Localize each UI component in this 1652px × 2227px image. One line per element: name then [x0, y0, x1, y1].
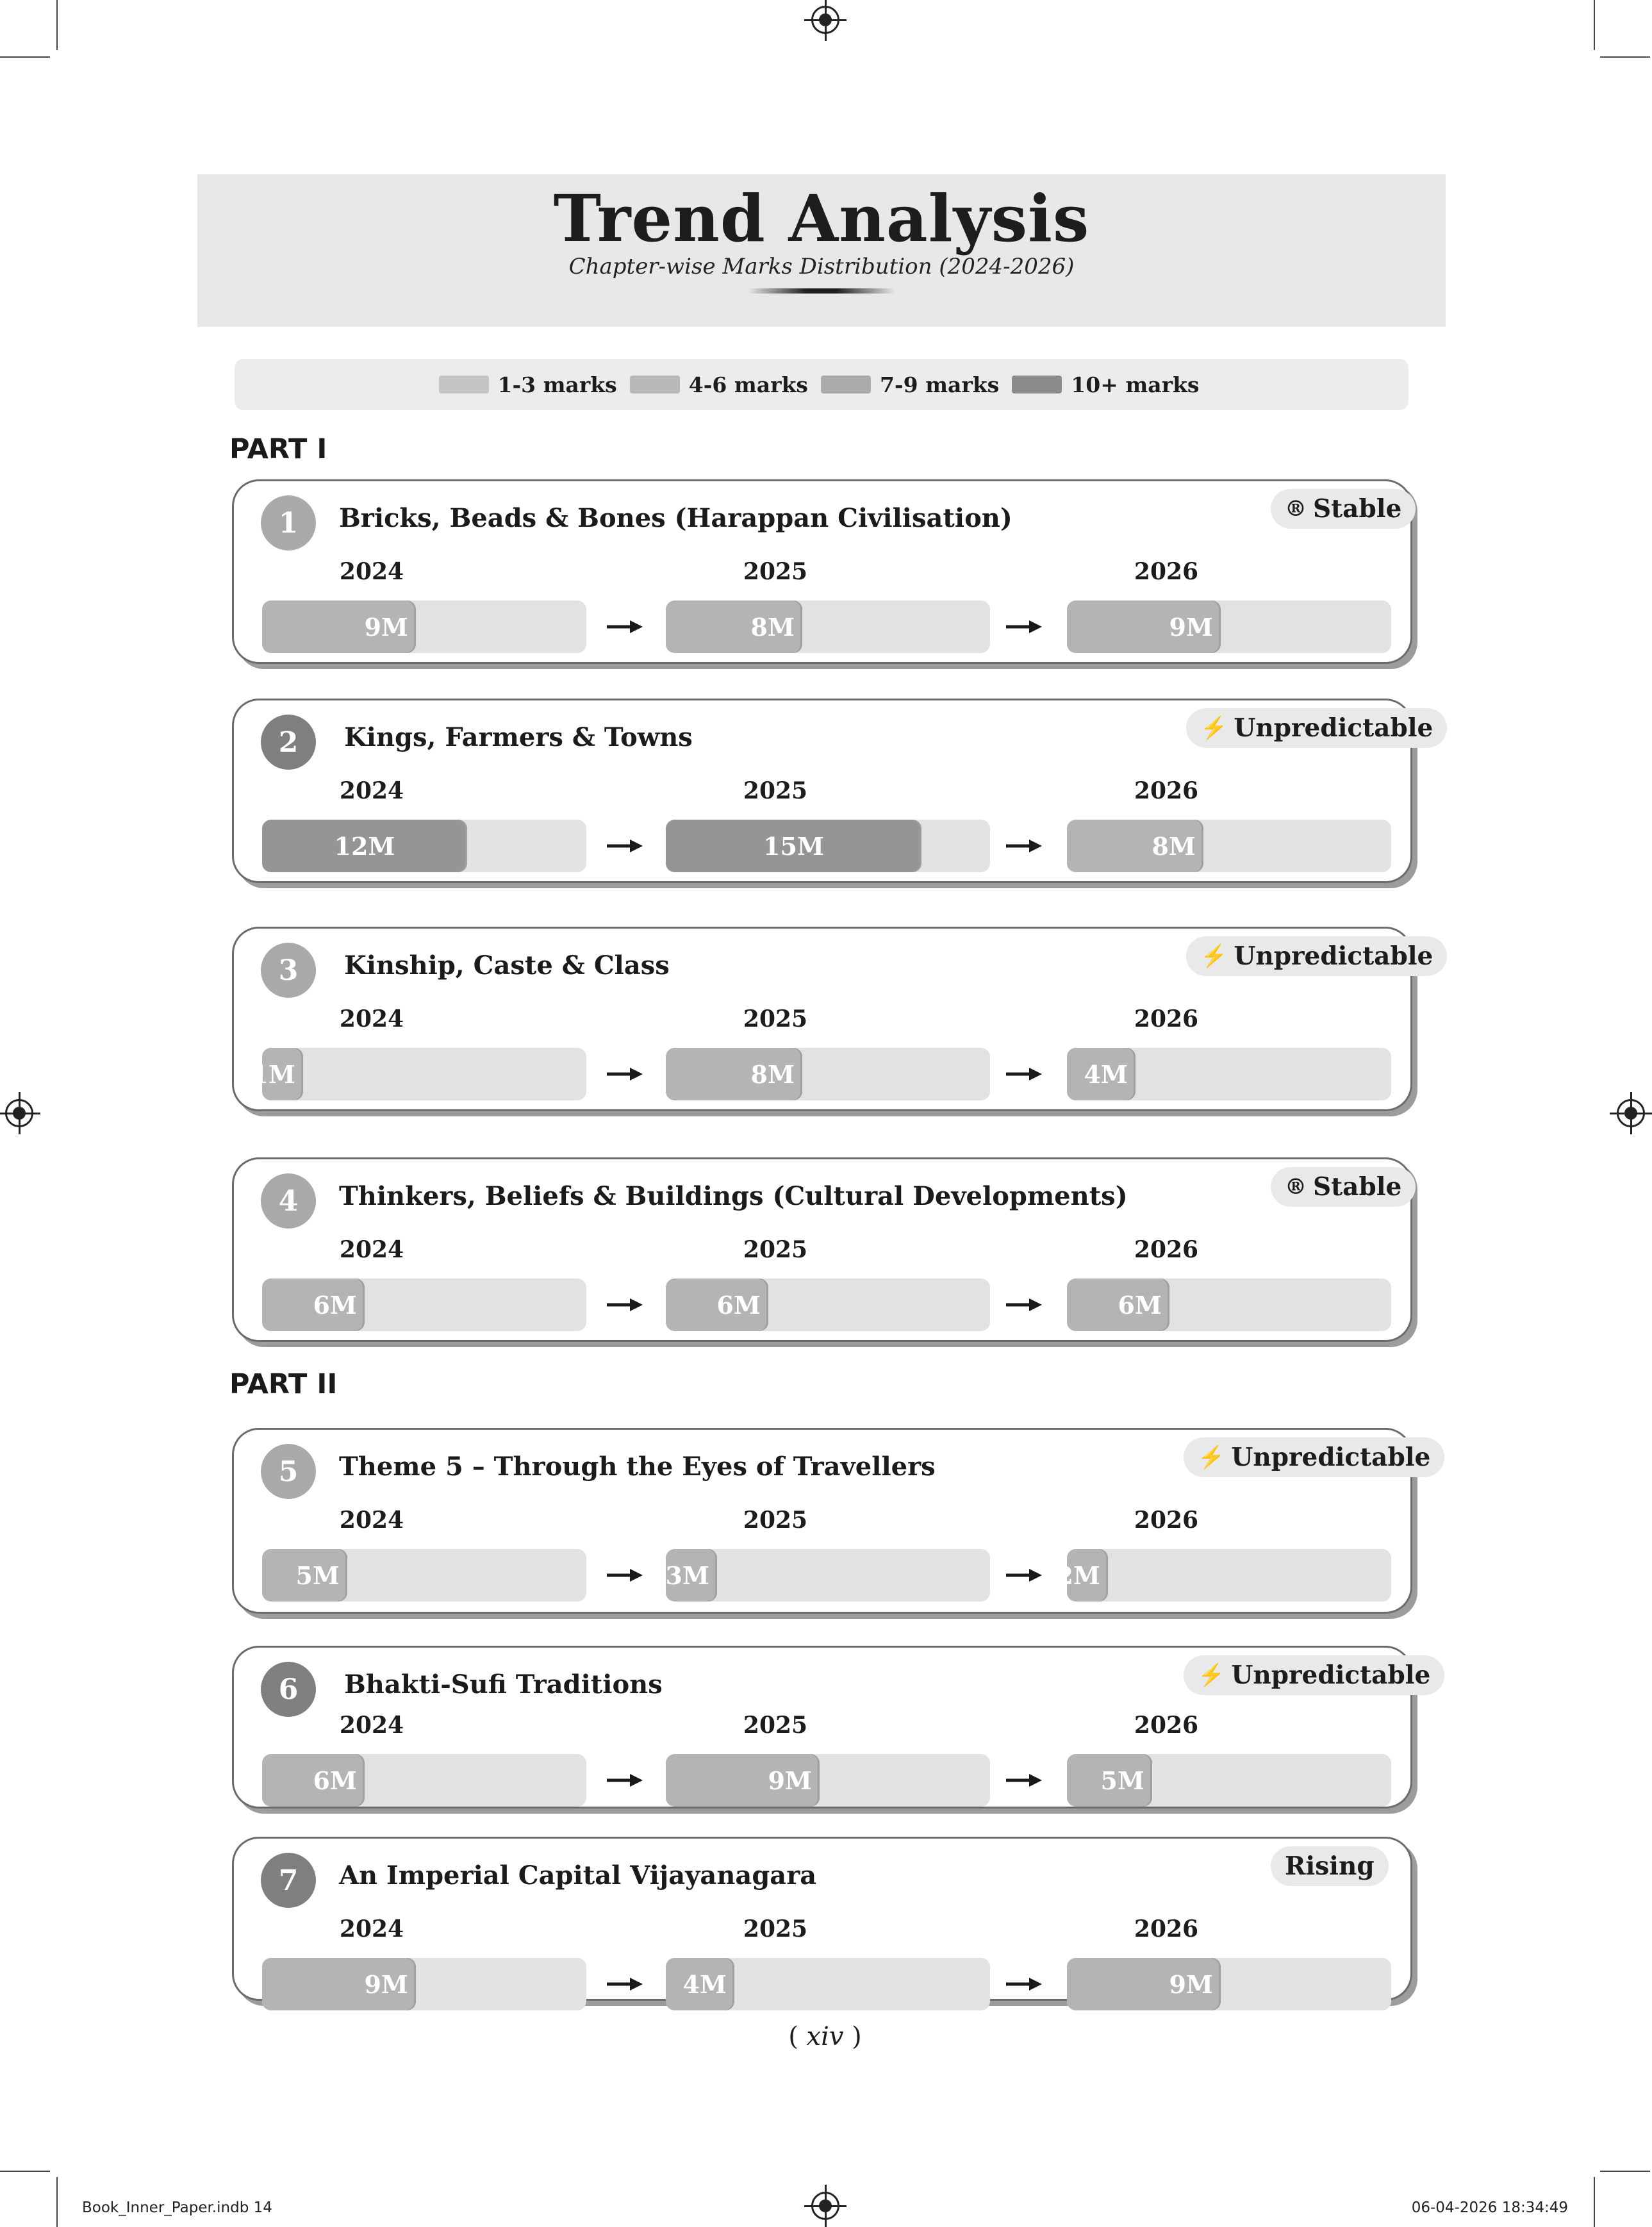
legend	[235, 359, 1408, 410]
year-label: 2026	[1134, 1507, 1199, 1534]
marks-bar	[1067, 820, 1391, 872]
arrow-right-icon	[1005, 1771, 1043, 1790]
trend-label: Stable	[1313, 494, 1402, 524]
arrow-right-icon	[1005, 1064, 1043, 1084]
trend-label: Rising	[1285, 1851, 1375, 1881]
marks-value: 5M	[1100, 1766, 1144, 1795]
marks-value: 8M	[750, 1059, 795, 1089]
trend-badge	[1271, 1167, 1416, 1207]
legend-swatch	[1012, 376, 1062, 393]
trend-label: Unpredictable	[1231, 1443, 1431, 1472]
chapter-number: 2	[261, 715, 316, 770]
part-label-1: PART I	[229, 433, 327, 465]
trend-badge	[1186, 708, 1447, 748]
legend-label: 10+ marks	[1071, 372, 1200, 397]
registered-icon: ®	[1285, 496, 1307, 522]
year-label: 2024	[339, 777, 404, 804]
chapter-card	[232, 1428, 1431, 1614]
chapter-card	[232, 699, 1433, 883]
lightning-icon: ⚡	[1200, 943, 1228, 969]
crop-mark	[0, 2171, 50, 2172]
marks-bar	[262, 1958, 586, 2010]
legend-swatch	[439, 376, 489, 393]
arrow-right-icon	[1005, 617, 1043, 636]
marks-bar	[1067, 1279, 1391, 1331]
chapter-number: 5	[261, 1444, 316, 1499]
marks-value: 6M	[716, 1290, 761, 1320]
marks-bar	[251, 1048, 586, 1100]
legend-item	[821, 372, 999, 397]
legend-swatch	[821, 376, 871, 393]
marks-value: 6M	[1118, 1290, 1162, 1320]
marks-value: 9M	[1169, 1969, 1213, 1999]
marks-value: 6M	[313, 1290, 357, 1320]
year-label: 2024	[339, 558, 404, 585]
page-header	[197, 174, 1446, 327]
registered-icon: ®	[1285, 1174, 1307, 1200]
marks-value: 9M	[364, 612, 408, 642]
crop-mark	[56, 2177, 58, 2227]
title-underline	[748, 288, 895, 294]
arrow-right-icon	[1005, 1566, 1043, 1585]
marks-value: 6M	[313, 1766, 357, 1795]
crop-mark	[1594, 2177, 1595, 2227]
trend-label: Unpredictable	[1234, 713, 1433, 743]
arrow-right-icon	[606, 1771, 644, 1790]
year-label: 2025	[743, 1712, 808, 1739]
marks-value: 2M	[1056, 1561, 1100, 1590]
trend-badge	[1271, 489, 1416, 529]
chapter-number: 3	[261, 943, 316, 998]
chapter-card	[232, 1646, 1431, 1809]
crop-mark	[0, 56, 50, 58]
arrow-right-icon	[606, 1566, 644, 1585]
registration-mark-icon	[5, 1099, 33, 1127]
marks-value: 5M	[295, 1561, 340, 1590]
chapter-number: 4	[261, 1173, 316, 1229]
lightning-icon: ⚡	[1198, 1662, 1225, 1688]
legend-label: 7-9 marks	[880, 372, 1000, 397]
year-label: 2025	[743, 777, 808, 804]
page-title: Trend Analysis	[553, 181, 1090, 256]
arrow-right-icon	[1005, 1295, 1043, 1314]
marks-bar	[666, 1958, 990, 2010]
year-label: 2024	[339, 1916, 404, 1942]
trend-badge	[1184, 1437, 1444, 1477]
marks-value: 15M	[763, 831, 824, 861]
chapter-title: Bricks, Beads & Bones (Harappan Civilisation)	[339, 503, 1012, 533]
year-label: 2026	[1134, 1916, 1199, 1942]
registration-mark-icon	[1617, 1099, 1645, 1127]
marks-bar	[666, 1048, 990, 1100]
arrow-right-icon	[1005, 1974, 1043, 1994]
chapter-number: 6	[261, 1662, 316, 1717]
chapter-title: Theme 5 – Through the Eyes of Travellers	[339, 1452, 936, 1482]
arrow-right-icon	[606, 836, 644, 856]
crop-mark	[56, 0, 58, 50]
legend-item	[630, 372, 808, 397]
marks-value: 9M	[364, 1969, 408, 1999]
marks-bar	[666, 1279, 990, 1331]
marks-value: 12M	[334, 831, 395, 861]
arrow-right-icon	[1005, 836, 1043, 856]
year-label: 2026	[1134, 1712, 1199, 1739]
marks-bar	[262, 820, 586, 872]
legend-label: 1-3 marks	[497, 372, 617, 397]
chapter-title: Kinship, Caste & Class	[344, 950, 670, 981]
marks-bar	[666, 1754, 990, 1807]
chapter-number: 7	[261, 1853, 316, 1908]
registration-mark-icon	[811, 2192, 839, 2220]
registration-mark-icon	[811, 6, 839, 34]
marks-value: 9M	[768, 1766, 812, 1795]
marks-value: 3M	[665, 1561, 709, 1590]
arrow-right-icon	[606, 1295, 644, 1314]
year-label: 2026	[1134, 1236, 1199, 1263]
page-number-value: xiv	[806, 2022, 844, 2051]
arrow-right-icon	[606, 617, 644, 636]
chapter-card	[232, 1157, 1412, 1342]
year-label: 2025	[743, 1507, 808, 1534]
marks-bar	[262, 1549, 586, 1602]
year-label: 2026	[1134, 1006, 1199, 1032]
chapter-title: Bhakti-Sufi Traditions	[344, 1669, 663, 1700]
marks-bar	[262, 1279, 586, 1331]
marks-bar	[262, 600, 586, 653]
crop-mark	[1600, 56, 1650, 58]
crop-mark	[1594, 0, 1595, 50]
trend-label: Unpredictable	[1231, 1660, 1431, 1690]
chapter-card	[232, 1837, 1412, 2001]
marks-bar	[1056, 1549, 1391, 1602]
trend-label: Stable	[1313, 1172, 1402, 1202]
trend-badge	[1271, 1846, 1389, 1886]
year-label: 2024	[339, 1712, 404, 1739]
chapter-title: Thinkers, Beliefs & Buildings (Cultural Developments)	[339, 1181, 1128, 1211]
year-label: 2025	[743, 1236, 808, 1263]
lightning-icon: ⚡	[1200, 715, 1228, 741]
marks-bar	[666, 1549, 990, 1602]
year-label: 2025	[743, 1006, 808, 1032]
marks-value: 4M	[1084, 1059, 1128, 1089]
marks-bar	[1067, 600, 1391, 653]
slug-file: Book_Inner_Paper.indb 14	[82, 2199, 272, 2216]
trend-badge	[1186, 936, 1447, 976]
legend-item	[439, 372, 617, 397]
legend-label: 4-6 marks	[688, 372, 809, 397]
arrow-right-icon	[606, 1064, 644, 1084]
year-label: 2024	[339, 1236, 404, 1263]
year-label: 2025	[743, 558, 808, 585]
marks-value: 1M	[251, 1059, 295, 1089]
year-label: 2026	[1134, 558, 1199, 585]
part-label-2: PART II	[229, 1368, 338, 1400]
marks-value: 8M	[1152, 831, 1196, 861]
arrow-right-icon	[606, 1974, 644, 1994]
marks-value: 8M	[750, 612, 795, 642]
marks-bar	[666, 820, 990, 872]
year-label: 2025	[743, 1916, 808, 1942]
year-label: 2024	[339, 1006, 404, 1032]
legend-item	[1012, 372, 1199, 397]
page-subtitle: Chapter-wise Marks Distribution (2024-2026)	[568, 254, 1075, 279]
marks-bar	[1067, 1754, 1391, 1807]
marks-bar	[666, 600, 990, 653]
chapter-title: Kings, Farmers & Towns	[344, 722, 693, 752]
year-label: 2026	[1134, 777, 1199, 804]
page-number: ( xiv )	[788, 2022, 862, 2051]
chapter-card	[232, 479, 1412, 664]
marks-bar	[262, 1754, 586, 1807]
marks-bar	[1067, 1048, 1391, 1100]
marks-value: 9M	[1169, 612, 1213, 642]
legend-swatch	[630, 376, 680, 393]
year-label: 2024	[339, 1507, 404, 1534]
chapter-card	[232, 927, 1433, 1111]
trend-badge	[1184, 1655, 1444, 1695]
crop-mark	[1600, 2171, 1650, 2172]
trend-label: Unpredictable	[1234, 941, 1433, 971]
marks-bar	[1067, 1958, 1391, 2010]
slug-date: 06-04-2026 18:34:49	[1411, 2199, 1568, 2216]
marks-value: 4M	[682, 1969, 727, 1999]
chapter-title: An Imperial Capital Vijayanagara	[339, 1860, 817, 1891]
lightning-icon: ⚡	[1198, 1445, 1225, 1470]
chapter-number: 1	[261, 495, 316, 551]
